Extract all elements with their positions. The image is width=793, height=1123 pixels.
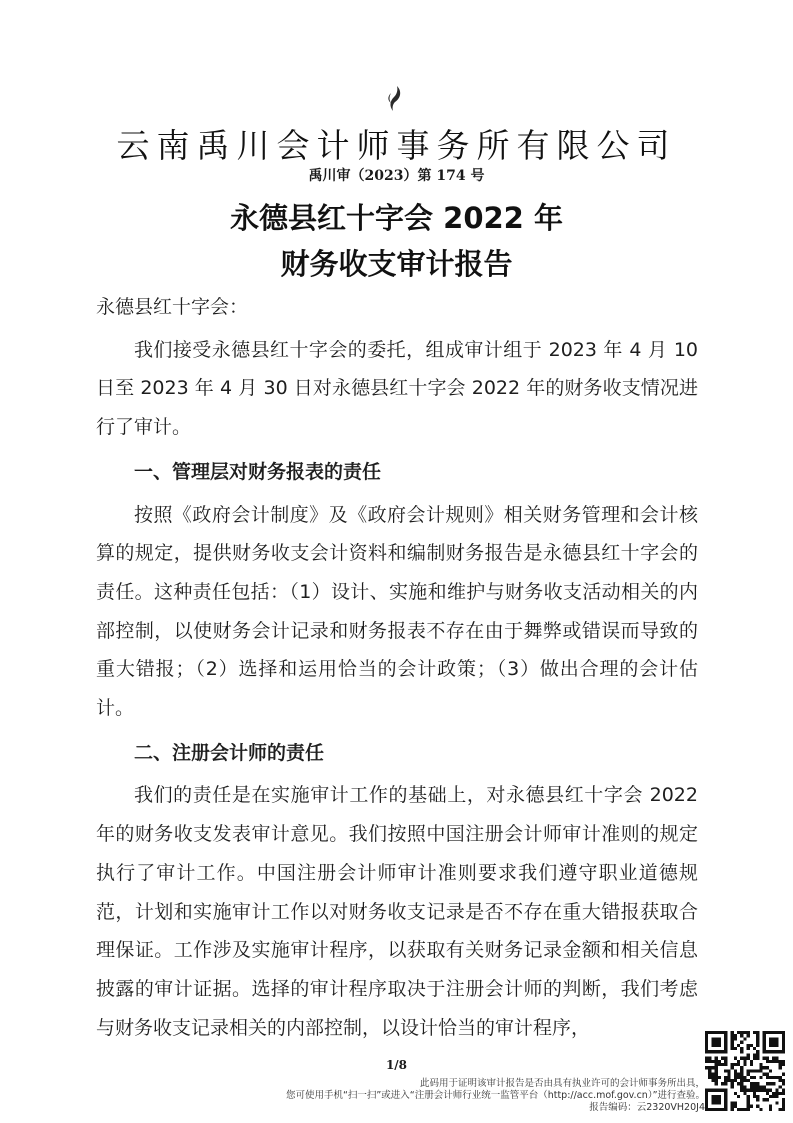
salutation: 永德县红十字会： xyxy=(96,296,249,318)
verification-line-2: 您可使用手机“扫一扫”或进入“注册会计师行业统一监管平台（http://acc.mof.gov.cn）”进行查验。 xyxy=(285,1090,705,1101)
report-title-line2: 财务收支审计报告 xyxy=(280,247,513,281)
section1-paragraph: 按照《政府会计制度》及《政府会计规则》相关财务管理和会计核算的规定，提供财务收支会计资料和编制财务报告是永德县红十字会的责任。这种责任包括：（1）设计、实施和维护与财务收支活动相关的内部控制，以使财务会计记录和财务报表不存在由于舞弊或错误而导致的重大错报；（2）选择和运用恰当的会计政策；（3）做出合理的会计估计。 xyxy=(96,503,698,720)
section2-heading: 二、注册会计师的责任 xyxy=(134,741,325,764)
section1-heading: 一、管理层对财务报表的责任 xyxy=(134,460,382,483)
report-code: 报告编码：云2320VH20J4 xyxy=(589,1102,705,1113)
verification-line-1: 此码用于证明该审计报告是否由具有执业许可的会计师事务所出具， xyxy=(419,1078,705,1089)
intro-paragraph: 我们接受永德县红十字会的委托，组成审计组于 2023 年 4 月 10 日至 2023 年 4 月 30 日对永德县红十字会 2022 年的财务收支情况进行了审计。 xyxy=(96,338,698,439)
verification-footer xyxy=(250,1078,705,1114)
firm-logo-leaf-icon xyxy=(384,84,406,112)
report-body xyxy=(96,288,698,1047)
section2-paragraph: 我们的责任是在实施审计工作的基础上，对永德县红十字会 2022 年的财务收支发表审计意见。我们按照中国注册会计师审计准则的规定执行了审计工作。中国注册会计师审计准则要求我们遵守职业道德规范，计划和实施审计工作以对财务收支记录是否不存在重大错报获取合理保证。工作涉及实施审计程序，以获取有关财务记录金额和相关信息披露的审计证据。选择的审计程序取决于注册会计师的判断，我们考虑与财务收支记录相关的内部控制，以设计恰当的审计程序， xyxy=(96,784,698,1039)
verification-qr-code-icon[interactable] xyxy=(705,1031,785,1111)
page-number: 1/8 xyxy=(385,1058,408,1072)
document-number: 禹川审（2023）第 174 号 xyxy=(308,168,485,184)
firm-name: 云南禹川会计师事务所有限公司 xyxy=(116,126,677,165)
report-title-line1: 永德县红十字会 2022 年 xyxy=(230,201,563,235)
